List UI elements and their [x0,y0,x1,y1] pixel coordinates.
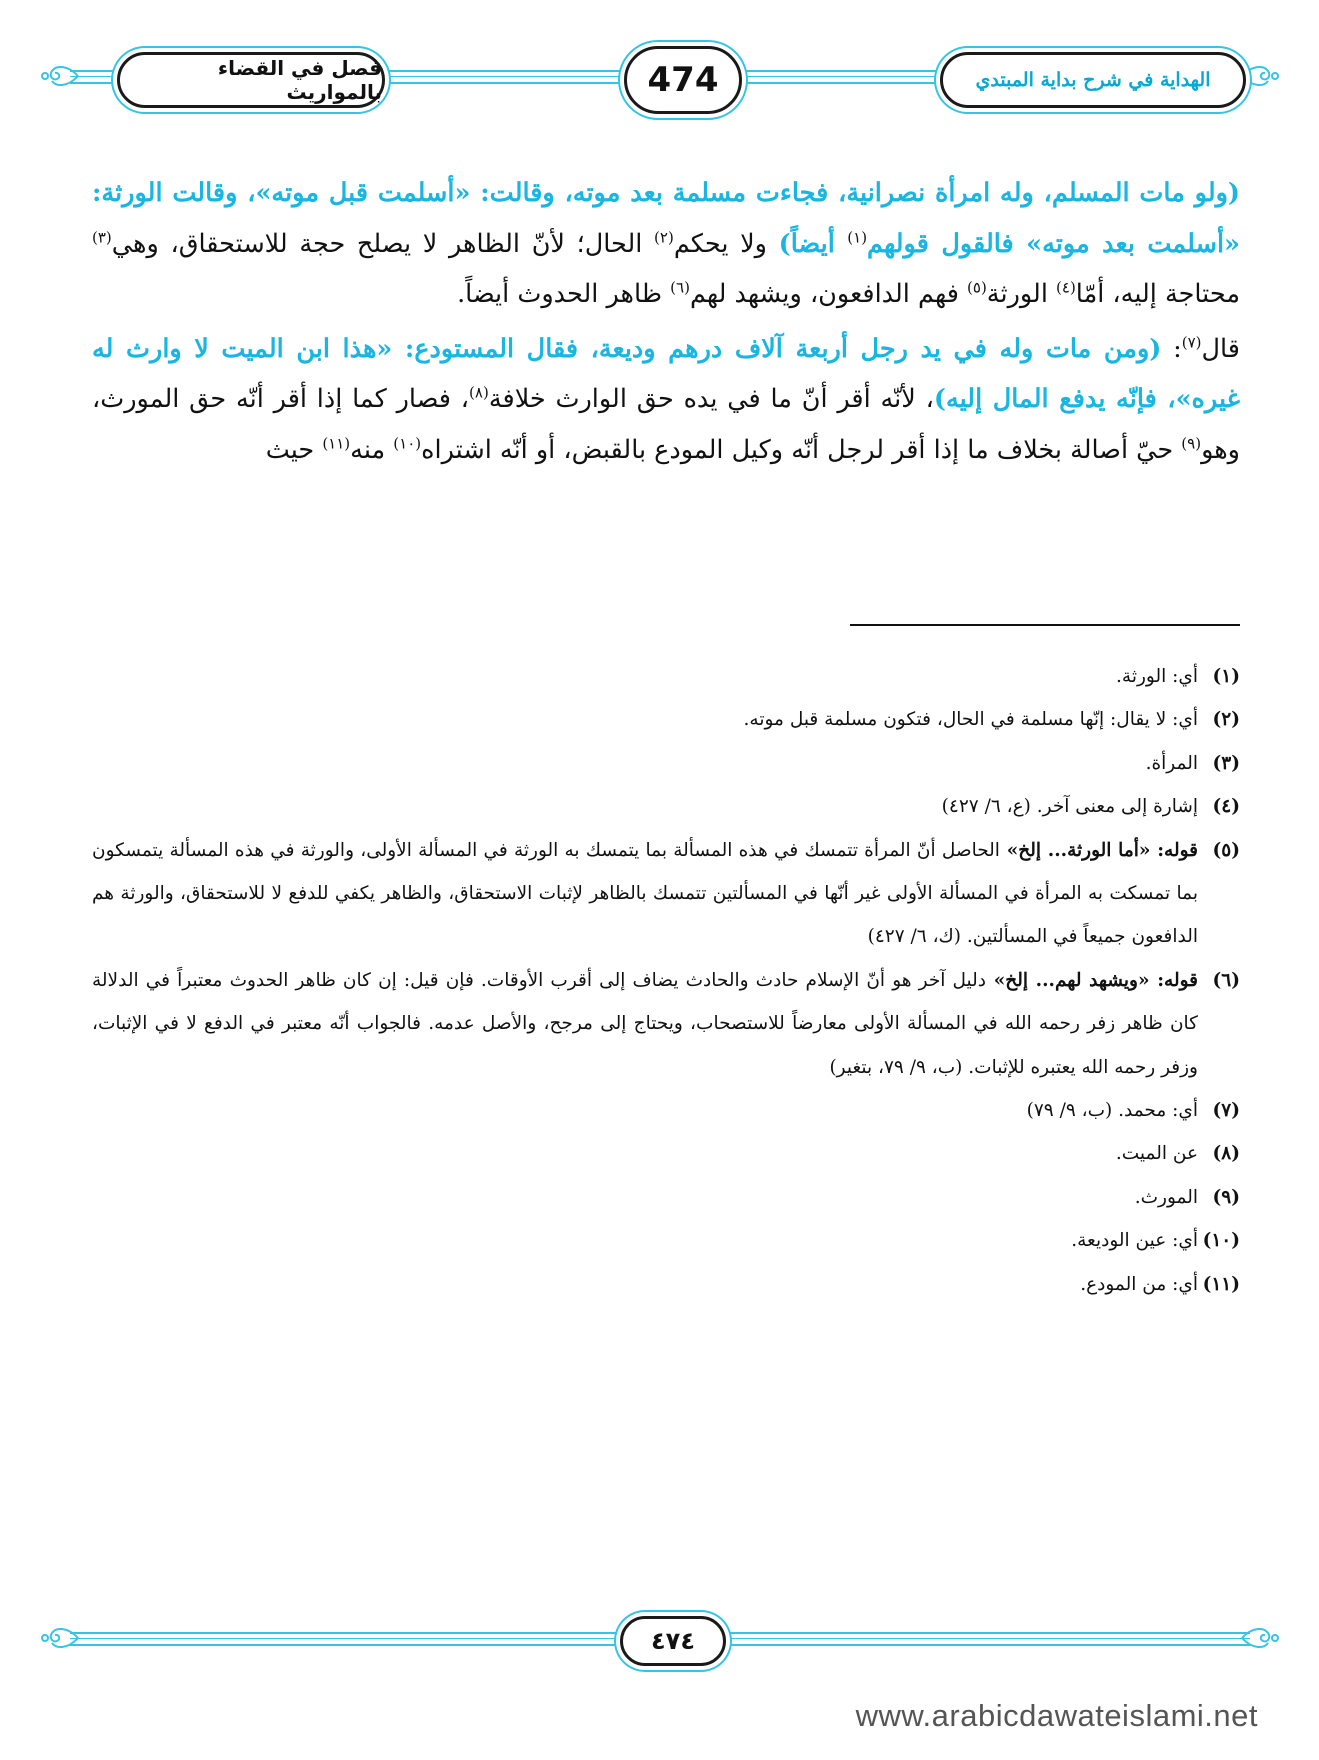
footnote-text: المرأة. [1145,752,1198,774]
footnote-lemma: قوله: «أما الورثة... إلخ» [999,839,1198,861]
text-run: (ومن مات وله في يد رجل أربعة آلاف درهم وديعة، فقال المستودع: «هذا ابن الميت لا وارث له غيره»، فإنّه يدفع المال إليه) [92,333,1240,414]
footnote-11 [92,1263,1240,1306]
footnote-number: (١١) [1202,1273,1240,1295]
footnote-number: (٤) [1212,796,1240,818]
footnote-number: (٢) [1212,709,1240,731]
text-run: منه [350,434,394,465]
left-ornament-icon [40,63,80,89]
footnote-text: المورث. [1134,1186,1198,1208]
footnote-number: (٦) [1212,969,1240,991]
footnote-text: أي: من المودع. [1080,1273,1198,1295]
text-run: قال [1201,333,1240,364]
footnote-9 [92,1176,1240,1219]
footnote-6 [92,959,1240,1089]
right-ornament-icon [1240,63,1280,89]
footnote-number: (٧) [1212,1100,1240,1122]
footnote-5 [92,829,1240,959]
footnote-ref[interactable]: (٢) [654,228,674,246]
footnote-text: إشارة إلى معنى آخر. (ع، ٦/ ٤٢٧) [941,796,1198,818]
footnote-ref[interactable]: (٥) [967,278,987,297]
footnote-10 [92,1219,1240,1262]
footnote-number: (٩) [1212,1186,1240,1208]
footnote-4 [92,785,1240,828]
footnote-number: (٨) [1212,1143,1240,1165]
footer-right-ornament-icon [1240,1625,1280,1651]
footnote-2 [92,698,1240,741]
footnote-number: (٣) [1212,752,1240,774]
main-text [92,168,1240,475]
footnote-text: أي: محمد. (ب، ٩/ ٧٩) [1026,1100,1198,1122]
footer-left-ornament-icon [40,1625,80,1651]
chapter-title: فصل في القضاء بالمواريث [117,52,385,108]
footnote-text: دليل آخر هو أنّ الإسلام حادث والحادث يضاف إلى أقرب الأوقات. فإن قيل: إن كان ظاهر الحدوث معتبراً في الدلالة كان ظاهر زفر رحمه الله في المسألة الأولى معارضاً للاستصحاب، ويحتاج إلى مرجح، والأصل عدمه. فالجواب أنّه معتبر في الدفع لا في الإثبات، وزفر رحمه الله يعتبره للإثبات. (ب، ٩/ ٧٩، بتغير) [92,969,1198,1078]
footnote-ref[interactable]: (١) [847,228,868,246]
footnote-ref[interactable]: (٩) [1181,434,1202,452]
footnotes [92,655,1240,1306]
page-header [0,0,1319,160]
text-run: حيّ أصالة بخلاف ما إذا أقر لرجل أنّه وكيل المودع بالقبض، أو أنّه اشتراه [421,434,1182,465]
footnote-text: أي: لا يقال: إنّها مسلمة في الحال، فتكون مسلمة قبل موته. [743,709,1198,731]
footnote-text: أي: عين الوديعة. [1071,1230,1198,1252]
text-run: الورثة [986,279,1057,309]
page-footer [0,1600,1319,1760]
footnote-text: عن الميت. [1115,1143,1198,1165]
footnote-text: الحاصل أنّ المرأة تتمسك في هذه المسألة بما يتمسك به الورثة في المسألة الأولى، والورثة في هذه المسألة يتمسكون بما تمسكت به المرأة في المسألة الأولى غير أنّها في المسألتين تتمسك بالظاهر لإثبات الاستحقاق، والظاهر يكفي للدفع لا للاستحقاق، والورثة هم الدافعون جميعاً في المسألتين. (ك، ٦/ ٤٢٧) [92,839,1198,948]
page-number-header: 474 [624,46,742,114]
footnote-ref[interactable]: (٣) [92,228,112,246]
footnote-ref[interactable]: (٨) [469,383,489,402]
text-run: ، لأنّه أقر أنّ ما في يده حق الوارث خلافة [488,384,934,414]
text-run: فهم الدافعون، ويشهد لهم [689,279,968,309]
footnote-1 [92,655,1240,698]
footnote-number: (١٠) [1202,1230,1240,1252]
footnote-divider [850,624,1240,626]
footnote-ref[interactable]: (٦) [670,278,690,297]
text-run: : [1161,333,1182,364]
main-paragraph-1 [92,168,1240,320]
main-paragraph-2 [92,324,1240,476]
footnote-ref[interactable]: (٤) [1056,278,1076,297]
website-url[interactable]: www.arabicdawateislami.net [855,1698,1258,1733]
footnote-number: (٥) [1212,839,1240,861]
text-run: ظاهر الحدوث أيضاً. [457,279,671,309]
footnote-ref[interactable]: (٧) [1181,333,1202,351]
text-run: ، فصار كما إذا أقر أنّه حق المورث، وهو [92,384,1240,465]
text-run: (ولو مات المسلم، وله امرأة نصرانية، فجاءت مسلمة بعد موته، وقالت: «أسلمت قبل موته»، وقالت الورثة: «أسلمت بعد موته» فالقول قولهم [92,178,1241,259]
text-run: أيضاً) [778,228,848,259]
footnote-8 [92,1132,1240,1175]
footnote-ref[interactable]: (١١) [322,434,351,452]
footnote-text: أي: الورثة. [1116,666,1198,687]
footnote-ref[interactable]: (١٠) [393,434,422,452]
footnote-lemma: قوله: «ويشهد لهم... إلخ» [986,969,1199,991]
text-run: محتاجة إليه، أمّا [1075,279,1240,309]
page-number-footer: ٤٧٤ [620,1616,726,1666]
footnote-7 [92,1089,1240,1132]
footnote-number: (١) [1212,666,1240,687]
text-run: ولا يحكم [673,228,779,259]
footnote-3 [92,742,1240,785]
text-run: حيث [265,434,323,465]
book-title: الهداية في شرح بداية المبتدي [940,52,1246,108]
text-run: الحال؛ لأنّ الظاهر لا يصلح حجة للاستحقاق، وهي [111,228,655,259]
